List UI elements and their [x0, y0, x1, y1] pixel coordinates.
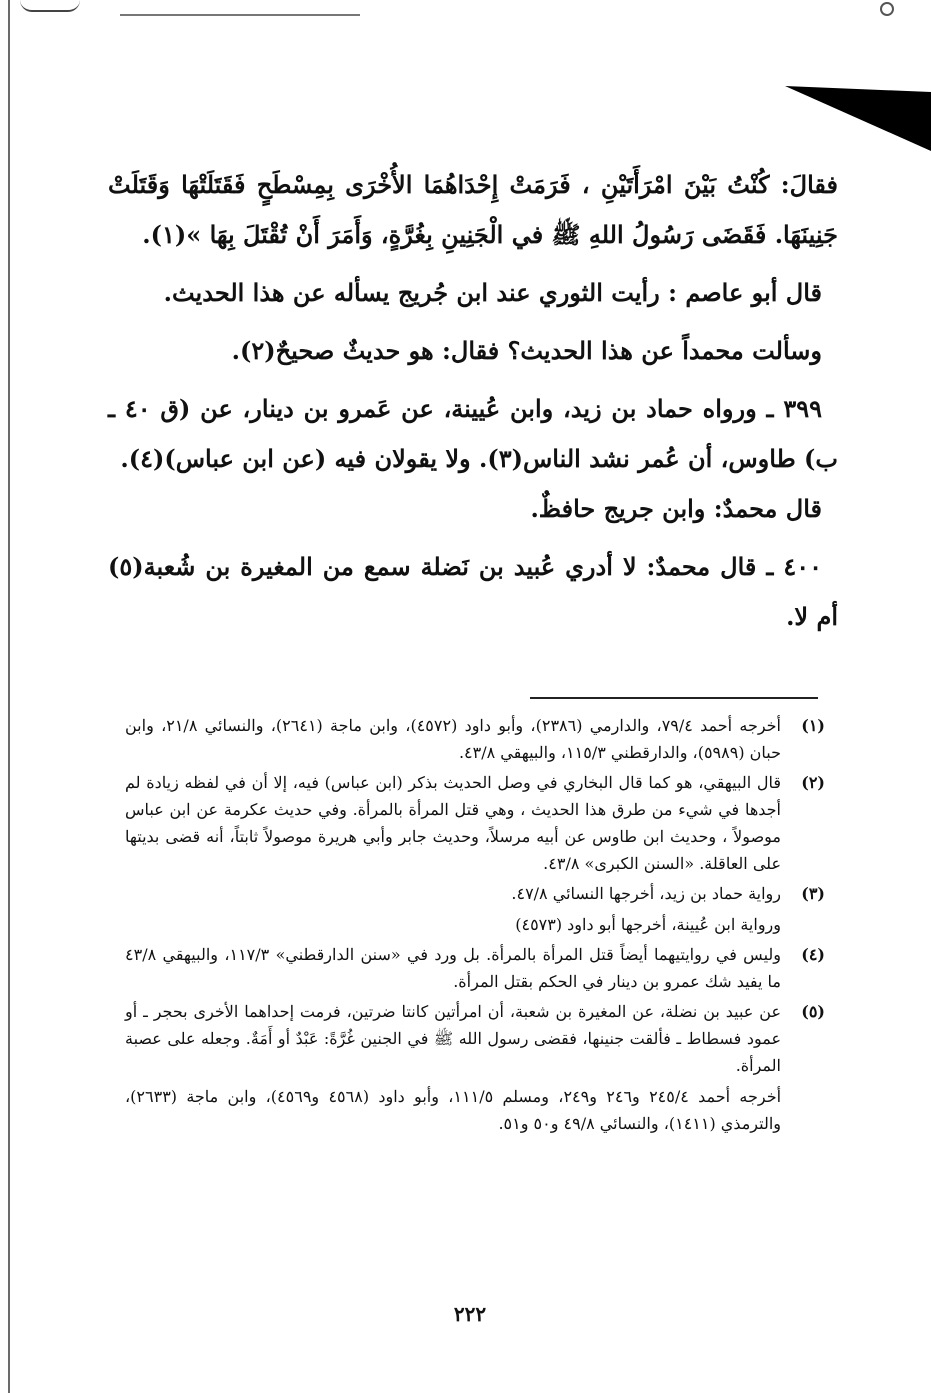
footnote-text: ورواية ابن عُيينة، أخرجها أبو داود (٤٥٧٣): [515, 915, 781, 934]
footnote-5: [125, 998, 825, 1137]
footnote-text: عن عبيد بن نضلة، عن المغيرة بن شعبة، أن امرأتين كانتا ضرتين، فرمت إحداهما الأخرى بحجر ـ أو عمود فسطاط ـ فألقت جنينها، فقضى رسول الله ﷺ في الجنين غُرَّةً: عَبْدٌ أو أَمَةٌ. وجعله على عصبة المرأة.: [125, 1002, 781, 1075]
footnote-text: قال البيهقي، هو كما قال البخاري في وصل الحديث بذكر (ابن عباس) فيه، إلا أن في لفظه زيادة لم أجدها في شيء من طرق هذا الحديث ، وهي قتل المرأة بالمرأة. وفي حديث عكرمة عن ابن عباس موصولاً ، وحديث ابن طاوس عن أبيه مرسلاً، وحديث جابر وأبي هريرة موصولاً ثابتاً، أنه قضى بديتها على العاقلة. «السنن الكبرى» ٤٣/٨.: [125, 773, 782, 873]
main-text: [108, 160, 838, 642]
footnote-body: [125, 769, 781, 877]
scan-top-mark: [20, 0, 80, 12]
scan-corner-wedge: [785, 86, 931, 151]
footnote-3: [125, 880, 825, 938]
main-paragraph-3: وسألت محمداً عن هذا الحديث؟ فقال: هو حديثٌ صحيحٌ(٢).: [231, 336, 822, 365]
footnote-text: أخرجه أحمد ٢٤٥/٤ و٢٤٦ و٢٤٩، ومسلم ١١١/٥، وأبو داود (٤٥٦٨ و٤٥٦٩)، وابن ماجة (٢٦٣٣)، والترمذي (١٤١١)، والنسائي ٤٩/٨ و٥٠ و٥١.: [125, 1087, 782, 1133]
footnote-2: [125, 769, 825, 877]
scan-left-border: [8, 0, 10, 1393]
footnote-number: (٥): [801, 1002, 825, 1021]
footnote-number: (٣): [801, 884, 825, 903]
footnote-text: رواية حماد بن زيد، أخرجها النسائي ٤٧/٨.: [511, 884, 781, 903]
main-paragraph-6: ٤٠٠ ـ قال محمدٌ: لا أدري عُبيد بن نَضلة سمع من المغيرة بن شُعبة(٥) أم لا.: [108, 552, 838, 631]
main-paragraph-4: ٣٩٩ ـ ورواه حماد بن زيد، وابن عُيينة، عن عَمرو بن دينار، عن (ق ٤٠ ـ ب) طاوس، أن عُمر نشد الناس(٣). ولا يقولان فيه (عن ابن عباس)(٤).: [108, 394, 838, 473]
footnote-4: [125, 941, 825, 995]
footnote-text: أخرجه أحمد ٧٩/٤، والدارمي (٢٣٨٦)، وأبو داود (٤٥٧٢)، وابن ماجة (٢٦٤١)، والنسائي ٢١/٨، وابن حبان (٥٩٨٩)، والدارقطني ١١٥/٣، والبيهقي ٤٣/٨.: [125, 716, 782, 762]
footnote-body: [125, 880, 781, 938]
main-paragraph-1: فقالَ: كُنْتُ بَيْنَ امْرَأَتَيْنِ ، فَرَمَتْ إِحْدَاهُمَا الأُخْرَى بِمِسْطَحٍ فَقَتَلَتْهَا وَقَتَلَتْ جَنِينَهَا. فَقَضَى رَسُولُ اللهِ ﷺ في الْجَنِينِ بِغُرَّةٍ، وَأَمَرَ أَنْ تُقْتَلَ بِهَا »(١).: [108, 170, 838, 249]
page-number: ٢٢٢: [453, 1302, 487, 1326]
footnote-text: وليس في روايتيهما أيضاً قتل المرأة بالمرأة. بل ورد في «سنن الدارقطني» ١١٧/٣، والبيهقي ٤٣/٨ ما يفيد شك عمرو بن دينار في الحكم بقتل المرأة.: [125, 945, 782, 991]
footnote-1: [125, 712, 825, 766]
footnote-number: (١): [801, 716, 825, 735]
scan-dot-mark: [880, 2, 894, 16]
main-paragraph-5: قال محمدٌ: وابن جريج حافظٌ.: [530, 494, 822, 523]
footnote-body: [125, 712, 781, 766]
scan-top-line: [120, 14, 360, 16]
footnote-body: [125, 941, 781, 995]
footnote-separator: [530, 697, 818, 699]
footnote-number: (٤): [801, 945, 825, 964]
footnote-body: [125, 998, 781, 1137]
main-paragraph-2: قال أبو عاصم : رأيت الثوري عند ابن جُريج يسأله عن هذا الحديث.: [163, 278, 822, 307]
footnotes: [125, 712, 825, 1140]
footnote-number: (٢): [801, 773, 825, 792]
